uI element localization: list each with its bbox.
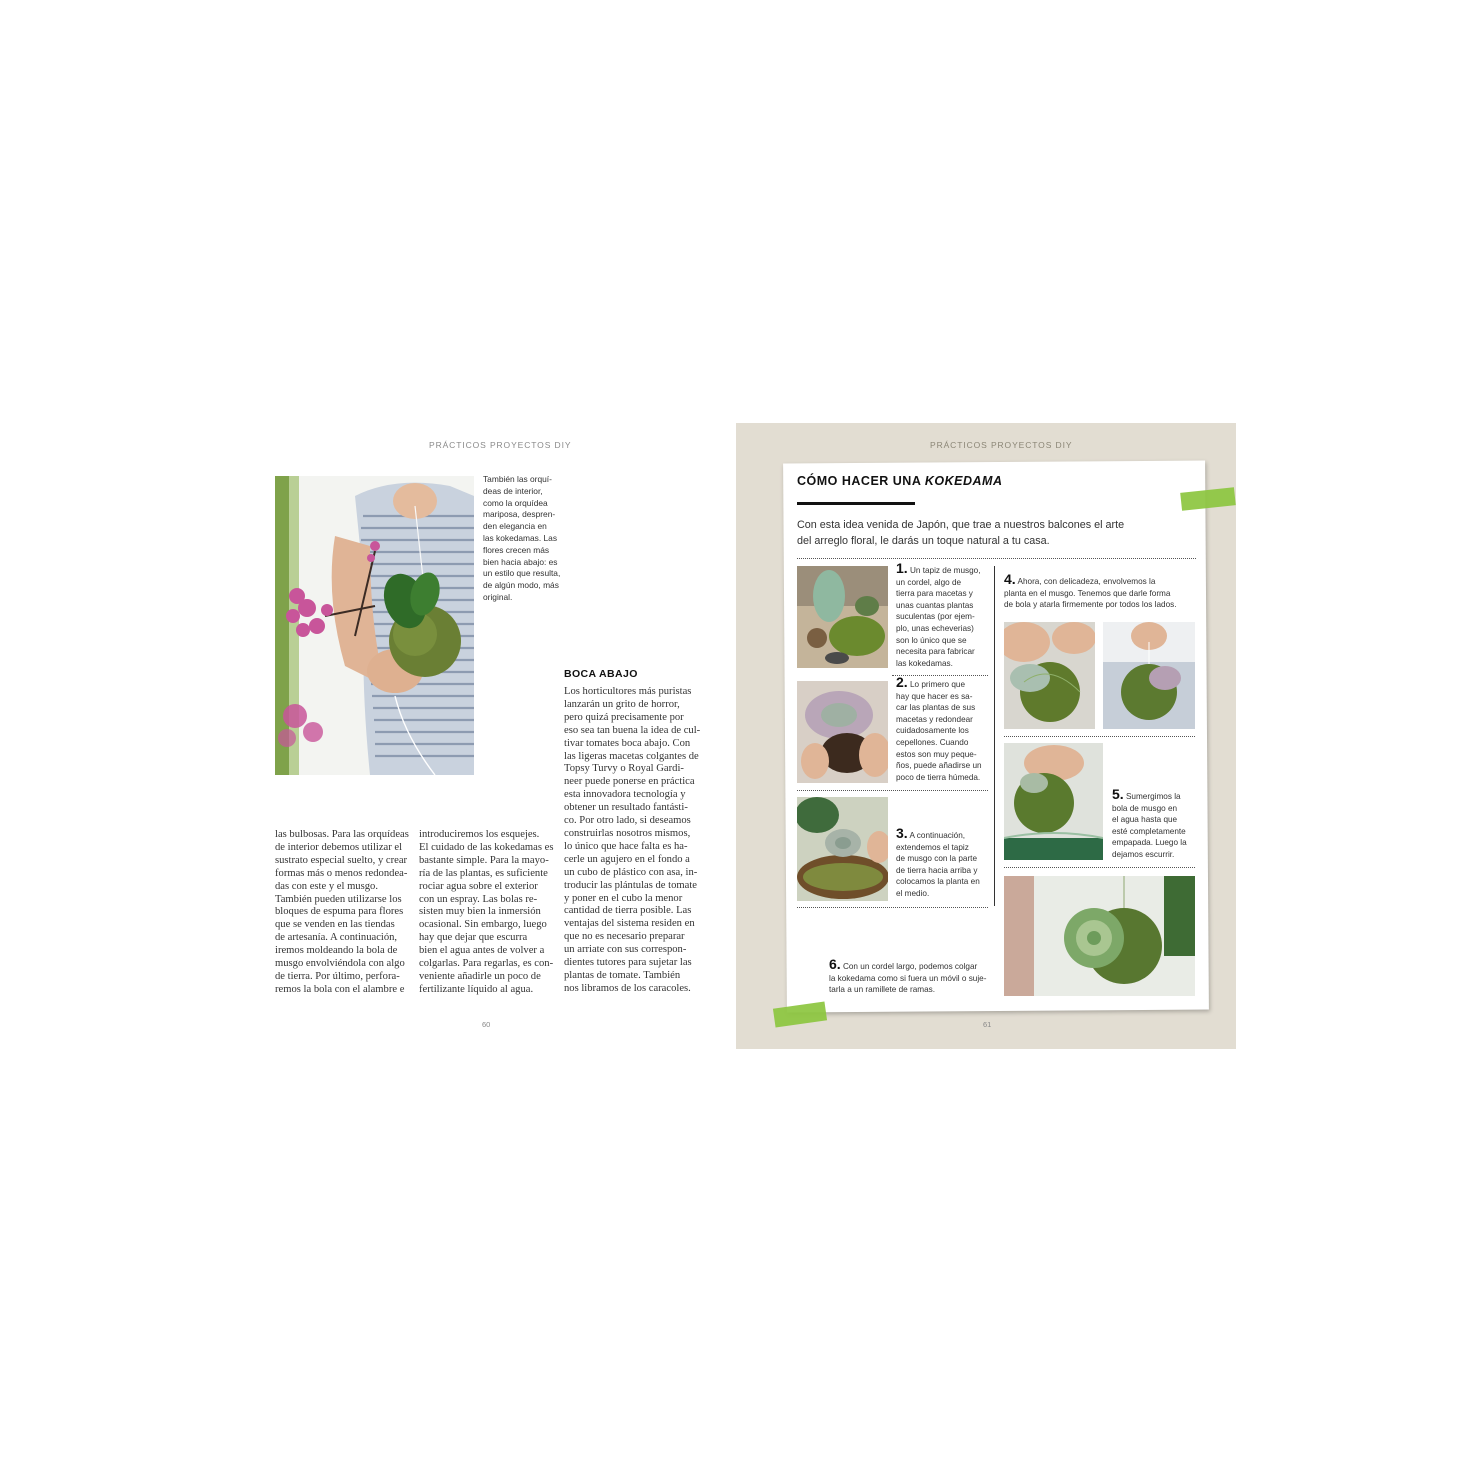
step-line: suculentas (por ejem-: [896, 612, 975, 622]
body-column-1: [275, 829, 413, 997]
step-3: [896, 825, 990, 900]
step-line: dejamos escurrir.: [1112, 849, 1175, 859]
step-line: car las plantas de sus: [896, 703, 976, 713]
body-line: nos libramos de los caracoles.: [564, 982, 691, 994]
step-line: Sumergimos la: [1125, 792, 1181, 801]
body-line: tivar tomates boca abajo. Con: [564, 737, 691, 749]
step-line: cuidadosamente los: [896, 726, 969, 736]
step4-wrapping-photo-a: [1004, 622, 1095, 729]
step6-hanging-photo: [1004, 876, 1195, 996]
step-line: de tierra hacia arriba y: [896, 865, 978, 875]
body-line: formas más o menos redondea-: [275, 867, 408, 879]
caption-line: den elegancia en: [483, 521, 547, 532]
caption-line: También las orquí-: [483, 474, 552, 484]
card-title: [797, 474, 1002, 488]
right-page-number: 61: [983, 1020, 992, 1029]
body-line: de artesanía. A continuación,: [275, 932, 398, 944]
body-line: iremos moldeando la bola de: [275, 945, 398, 957]
step-line: necesita para fabricar: [896, 647, 975, 657]
body-line: troducir las plántulas de tomate: [564, 879, 697, 891]
step-line: cepellones. Cuando: [896, 737, 969, 747]
body-line: Los horticultores más puristas: [564, 686, 692, 697]
orchid-kokedama-photo: [275, 476, 474, 775]
step-line: macetas y redondear: [896, 714, 973, 724]
body-line: introduciremos los esquejes.: [419, 829, 540, 840]
body-line: que no es necesario preparar: [564, 931, 685, 943]
body-line: musgo envolviéndola con algo: [275, 958, 405, 970]
step-line: son lo único que se: [896, 635, 967, 645]
body-line: un cubo de plástico con asa, in-: [564, 866, 698, 878]
step-line: colocamos la planta en: [896, 877, 980, 887]
body-line: co. Por otro lado, si deseamos: [564, 815, 691, 827]
step-line: poco de tierra húmeda.: [896, 772, 981, 782]
step-5-number: 5.: [1112, 786, 1124, 802]
step-3-number: 3.: [896, 825, 908, 841]
step-line: Lo primero que: [909, 680, 966, 689]
body-line: sustrato especial suelto, y crear: [275, 854, 408, 866]
step-line: Ahora, con delicadeza, envolvemos la: [1017, 577, 1156, 586]
step-line: la kokedama como si fuera un móvil o suje-: [829, 973, 987, 983]
body-line: bloques de espuma para flores: [275, 906, 404, 918]
body-line: ocasional. Sin embargo, luego: [419, 919, 547, 931]
step-line: bola de musgo en: [1112, 803, 1178, 813]
step-line: el medio.: [896, 888, 930, 898]
body-line: sisten muy bien la inmersión: [419, 906, 541, 918]
caption-line: flores crecen más: [483, 544, 550, 555]
title-underline: [797, 502, 915, 505]
step-line: un cordel, algo de: [896, 577, 962, 587]
body-line: También pueden utilizarse los: [275, 893, 402, 905]
body-line: colgarlas. Para regarlas, es con-: [419, 958, 554, 970]
caption-line: deas de interior,: [483, 485, 543, 496]
column-divider: [994, 566, 995, 906]
body-line: bien el agua antes de volver a: [419, 945, 545, 957]
body-line: rociar agua sobre el exterior: [419, 880, 538, 892]
step2-unpotting-photo: [797, 681, 888, 783]
body-line: eso sea tan buena la idea de cul-: [564, 724, 701, 736]
section-title-boca-abajo: BOCA ABAJO: [564, 668, 638, 680]
step-line: de bola y atarla firmemente por todos los lados.: [1004, 600, 1177, 610]
body-line: bastante simple. Para la mayo-: [419, 854, 549, 866]
caption-line: un estilo que resulta,: [483, 568, 561, 579]
body-line: cantidad de tierra posible. Las: [564, 905, 692, 917]
body-line: cerle un agujero en el fondo a: [564, 853, 690, 865]
body-line: las bulbosas. Para las orquídeas: [275, 829, 409, 840]
body-line: ventajas del sistema residen en: [564, 918, 695, 930]
body-line: las ligeras macetas colgantes de: [564, 750, 699, 762]
step-line: A continuación,: [909, 831, 966, 840]
body-line: das con este y el musgo.: [275, 880, 378, 892]
step3-divider: [797, 907, 988, 908]
step-line: plo, unas echeverias): [896, 623, 974, 633]
body-column-2: [419, 829, 557, 997]
caption-line: de algún modo, más: [483, 580, 559, 591]
step-1-number: 1.: [896, 560, 908, 576]
step-line: extendemos el tapiz: [896, 842, 969, 852]
body-line: obtener un resultado fantásti-: [564, 802, 688, 814]
step-line: estos son muy peque-: [896, 749, 977, 759]
body-line: que se venden en las tiendas: [275, 919, 395, 931]
step-1: [896, 560, 990, 669]
body-line: lo único que hace falta es ha-: [564, 840, 688, 852]
intro-divider: [797, 558, 1196, 559]
step4-wrapping-photo-b: [1103, 622, 1195, 729]
step-2: [896, 674, 990, 783]
left-page-number: 60: [482, 1020, 491, 1029]
card-intro: [797, 518, 1157, 549]
step-6-number: 6.: [829, 956, 841, 972]
body-line: construirlas nosotros mismos,: [564, 827, 691, 839]
intro-line: Con esta idea venida de Japón, que trae a nuestros balcones el arte: [797, 519, 1125, 531]
step3-moss-photo: [797, 797, 888, 901]
intro-line: del arreglo floral, le darás un toque natural a tu casa.: [797, 534, 1050, 547]
title-emphasis: KOKEDAMA: [924, 474, 1003, 488]
body-line: El cuidado de las kokedamas es: [419, 841, 554, 853]
body-line: y poner en el cubo la menor: [564, 892, 683, 904]
body-line: ría de las plantas, es suficiente: [419, 867, 548, 879]
body-line: de tierra. Por último, perfora-: [275, 970, 400, 982]
body-line: con un espray. Las bolas re-: [419, 893, 538, 905]
step-line: hay que hacer es sa-: [896, 691, 973, 701]
step-5: [1112, 786, 1198, 861]
step-4-number: 4.: [1004, 571, 1016, 587]
step-line: tierra para macetas y: [896, 589, 973, 599]
body-line: remos la bola con el alambre e: [275, 983, 405, 995]
step-line: Un tapiz de musgo,: [909, 566, 981, 575]
body-line: Topsy Turvy o Royal Gardi-: [564, 763, 684, 775]
step2-divider: [797, 790, 988, 791]
body-line: neer puede ponerse en práctica: [564, 776, 695, 788]
step-4: [1004, 571, 1198, 611]
caption-line: bien hacia abajo: es: [483, 556, 558, 567]
caption-line: original.: [483, 591, 513, 602]
body-line: fertilizante líquido al agua.: [419, 983, 534, 995]
body-line: un arriate con sus correspon-: [564, 944, 687, 956]
body-line: de interior debemos utilizar el: [275, 841, 403, 853]
body-line: hay que dejar que escurra: [419, 932, 528, 944]
step-line: ños, puede añadirse un: [896, 761, 982, 771]
step1-materials-photo: [797, 566, 888, 668]
body-line: veniente añadirle un poco de: [419, 970, 541, 982]
step-line: esté completamente: [1112, 826, 1186, 836]
body-line: pero quizá precisamente por: [564, 711, 684, 723]
step-line: planta en el musgo. Tenemos que darle forma: [1004, 588, 1171, 598]
step-line: Con un cordel largo, podemos colgar: [842, 962, 978, 971]
step-line: las kokedamas.: [896, 658, 953, 668]
step-line: de musgo con la parte: [896, 854, 978, 864]
body-line: lanzarán un grito de horror,: [564, 698, 680, 710]
step4-divider: [1004, 736, 1195, 737]
body-line: plantas de tomate. También: [564, 969, 681, 981]
caption-line: mariposa, despren-: [483, 509, 556, 520]
left-running-head: PRÁCTICOS PROYECTOS DIY: [429, 440, 572, 450]
photo-caption: [483, 474, 573, 604]
body-line: esta innovadora tecnología y: [564, 789, 686, 801]
step-6: [829, 956, 1001, 996]
right-running-head: PRÁCTICOS PROYECTOS DIY: [930, 440, 1073, 450]
step-line: unas cuantas plantas: [896, 600, 974, 610]
title-prefix: CÓMO HACER UNA: [797, 474, 925, 488]
step-line: tarla a un ramillete de ramas.: [829, 985, 936, 995]
body-line: dientes tutores para sujetar las: [564, 957, 692, 969]
step-line: el agua hasta que: [1112, 815, 1178, 825]
step-2-number: 2.: [896, 674, 908, 690]
step-line: empapada. Luego la: [1112, 838, 1187, 848]
step5-soaking-photo: [1004, 743, 1103, 860]
body-column-3: [564, 686, 704, 996]
caption-line: las kokedamas. Las: [483, 532, 558, 543]
step5-divider: [1004, 867, 1195, 868]
caption-line: como la orquídea: [483, 497, 548, 508]
